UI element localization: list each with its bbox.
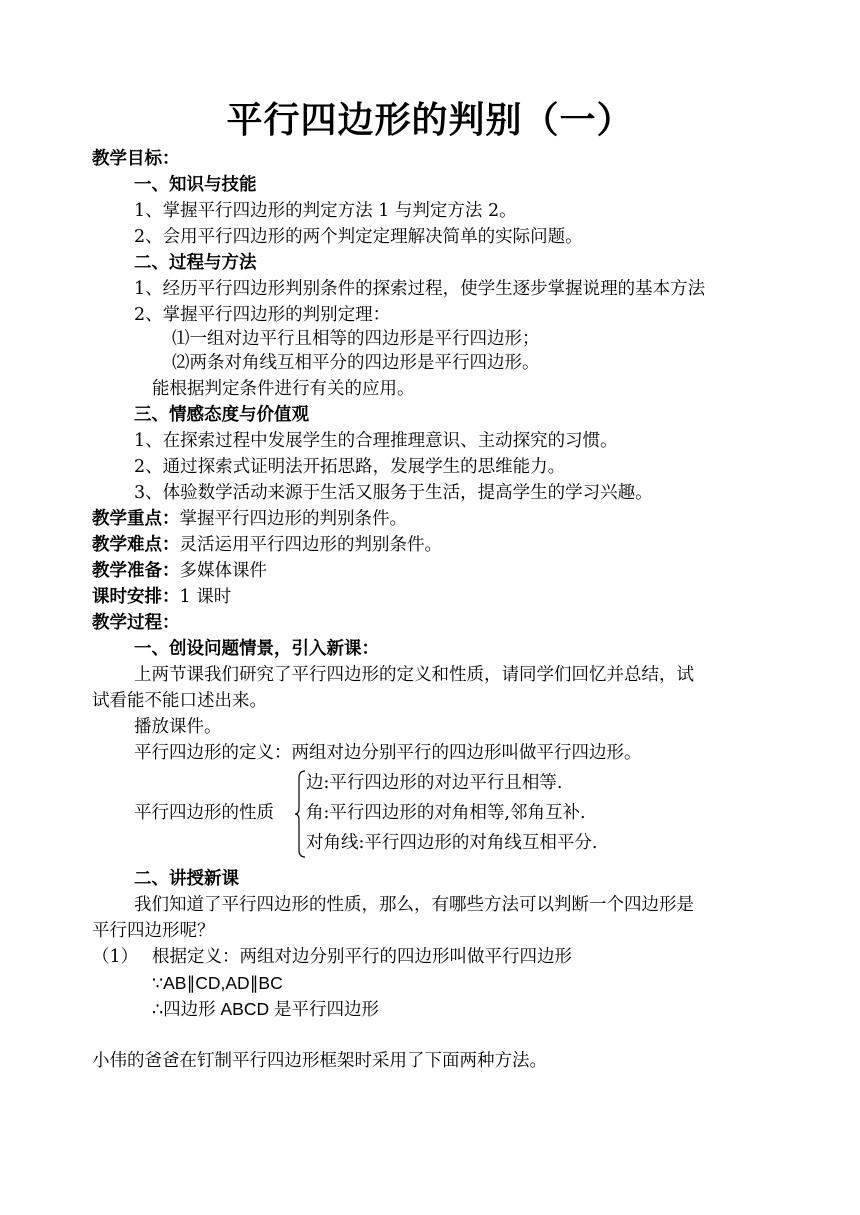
part2-heading: 二、讲授新课 — [134, 869, 239, 889]
section-attitude-heading: 三、情感态度与价值观 — [134, 405, 309, 425]
method-item-text: 根据定义：两组对边分别平行的四边形叫做平行四边形 — [152, 947, 572, 967]
property-item: 边:平行四边形的对边平行且相等. — [306, 773, 563, 793]
key-point-label: 教学重点： — [92, 509, 180, 529]
key-point — [92, 506, 407, 532]
paragraph-line: 我们知道了平行四边形的性质，那么，有哪些方法可以判断一个四边形是 — [134, 895, 694, 915]
definition-line: 平行四边形的定义：两组对边分别平行的四边形叫做平行四边形。 — [134, 743, 642, 763]
preparation-value: 多媒体课件 — [179, 561, 267, 581]
objective-item: 1、掌握平行四边形的判定方法 1 与判定方法 2。 — [134, 201, 517, 221]
objective-item: 1、经历平行四边形判别条件的探索过程，使学生逐步掌握说理的基本方法 — [134, 279, 706, 299]
method-item-number: （1） — [92, 947, 139, 967]
difficulty-value: 灵活运用平行四边形的判别条件。 — [179, 535, 442, 555]
class-hours — [92, 584, 231, 610]
process-heading: 教学过程： — [92, 613, 180, 633]
property-item: 对角线:平行四边形的对角线互相平分. — [306, 833, 598, 853]
class-hours-label: 课时安排： — [92, 587, 180, 607]
document-title: 平行四边形的判别（一） — [226, 100, 634, 141]
objective-item: 1、在探索过程中发展学生的合理推理意识、主动探究的习惯。 — [134, 431, 618, 451]
paragraph-line: 平行四边形呢？ — [92, 921, 215, 941]
preparation — [92, 558, 267, 584]
paragraph-line: 试看能不能口述出来。 — [92, 691, 267, 711]
objective-item: 3、体验数学活动来源于生活又服务于生活，提高学生的学习兴趣。 — [134, 483, 653, 503]
class-hours-value: 1 课时 — [179, 587, 232, 607]
key-point-value: 掌握平行四边形的判别条件。 — [179, 509, 407, 529]
section-knowledge-heading: 一、知识与技能 — [134, 175, 257, 195]
curly-brace — [294, 770, 306, 858]
objective-item: 2、会用平行四边形的两个判定定理解决简单的实际问题。 — [134, 227, 583, 247]
play-courseware: 播放课件。 — [134, 717, 222, 737]
property-item: 角:平行四边形的对角相等,邻角互补. — [306, 803, 586, 823]
because-statement: ∵AB∥CD,AD∥BC — [152, 973, 283, 993]
paragraph-line: 上两节课我们研究了平行四边形的定义和性质，请同学们回忆并总结，试 — [134, 665, 694, 685]
objectives-heading: 教学目标： — [92, 149, 180, 169]
preparation-label: 教学准备： — [92, 561, 180, 581]
difficulty-point — [92, 532, 442, 558]
properties-label: 平行四边形的性质 — [134, 803, 274, 823]
part1-heading: 一、创设问题情景，引入新课： — [134, 639, 379, 659]
closing-line: 小伟的爸爸在钉制平行四边形框架时采用了下面两种方法。 — [92, 1051, 547, 1071]
objective-item: 能根据判定条件进行有关的应用。 — [152, 379, 415, 399]
objective-item: 2、掌握平行四边形的判别定理： — [134, 305, 391, 325]
therefore-statement: ∴四边形 ABCD 是平行四边形 — [152, 999, 379, 1019]
theorem-item: ⑵两条对角线互相平分的四边形是平行四边形。 — [172, 353, 540, 373]
section-process-heading: 二、过程与方法 — [134, 253, 257, 273]
theorem-item: ⑴一组对边平行且相等的四边形是平行四边形； — [172, 329, 540, 349]
difficulty-label: 教学难点： — [92, 535, 180, 555]
objective-item: 2、通过探索式证明法开拓思路，发展学生的思维能力。 — [134, 457, 566, 477]
